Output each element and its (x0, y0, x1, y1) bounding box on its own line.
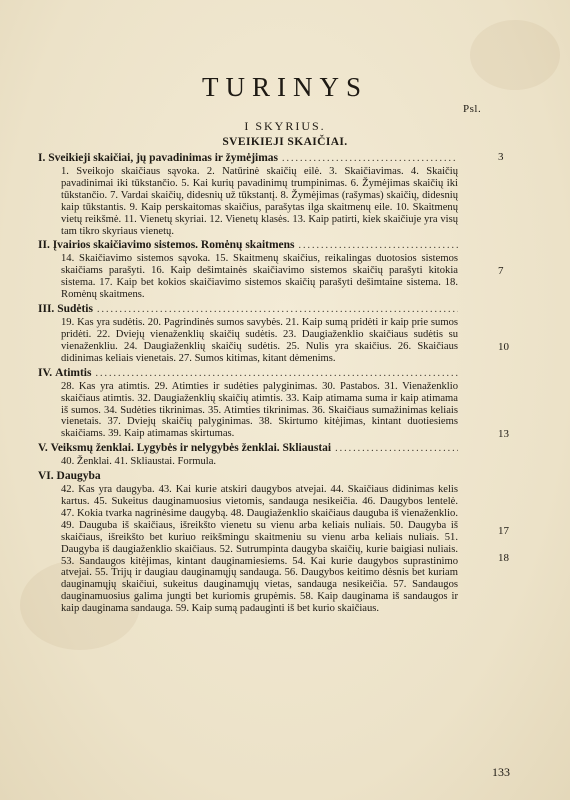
toc-heading[interactable] (38, 469, 458, 484)
section-number: II. (38, 239, 50, 252)
toc-section-1 (38, 151, 458, 237)
section-heading: Atimtis (55, 366, 92, 379)
leader-dots (282, 151, 458, 166)
page-footer-number: 133 (492, 765, 510, 779)
toc-heading[interactable] (38, 302, 458, 317)
section-topics: 40. Ženklai. 41. Skliaustai. Formula. (61, 456, 217, 468)
page-number-4: 13 (498, 428, 509, 440)
page-number-6: 18 (498, 552, 509, 564)
leader-dots (97, 302, 458, 317)
section-heading: Įvairios skaičiavimo sistemos. Romėnų skaitmens (52, 239, 295, 252)
table-of-contents (38, 151, 458, 616)
toc-section-3 (38, 302, 458, 365)
section-heading: Veiksmų ženklai. Lygybės ir nelygybės ženklai. Skliaustai (50, 442, 332, 455)
page-number-3: 10 (498, 341, 509, 353)
toc-heading[interactable] (38, 441, 458, 456)
section-topics: 14. Skaičiavimo sistemos sąvoka. 15. Skaitmenų skaičius, reikalingas duotosios sistemos skaičiams parašyti. 16. Kaip dešimtainės skaičiavimo sistemos skaičių parašyti kitokia sistema. 17. Kaip bet kokios skaičiavimo sistemos skaičių parašyti dešimtaine sistema. 18. Romėnų skaitmens. (61, 253, 458, 301)
section-number: VI. (38, 470, 54, 483)
toc-section-6 (38, 469, 458, 615)
toc-section-2 (38, 238, 458, 301)
section-topics: 42. Kas yra daugyba. 43. Kai kurie atskiri daugybos atvejai. 44. Skaičiaus didinimas kelis kartus. 45. Sukeitus dauginamuosius vietomis, sandauga nesikeičia. 46. Daugybos lentelė. 47. Kokia tvarka nagrinėsime daugybą. 48. Daugiaženklio skaičiaus dauguba iš vienaženklio. 49. Dauguba iš skaičiaus, išreikšto vienetu su vienu arba keliais nuliais. 50. Daugyba iš skaičiaus, išreikšto bet kuriuo reikšmingu skaitmeniu su vienu arba keliais nuliais. 51. Daugyba iš daugiaženklio skaičiaus. 52. Sutrumpinta daugyba skaičių, kurie baigiasi nuliais. 53. Sandaugos kitėjimas, kintant dauginamiesiems. 54. Kai kurie daugybos suprastinimo atvejai. 55. Trijų ir daugiau dauginamųjų sandauga. 56. Daugybos keitimo dėsnis bet kuriam dauginamųjų skaičiui, sukeitus dauginamųjų vietas, sandauga nesikeičia. 57. Sandaugos dauginamuosius galima jungti bet kuriomis grupėmis. 58. Kaip dauginama iš sandaugos ir kaip dauginama sandauga. 59. Kaip sumą padauginti iš bet kurio skaičiaus. (61, 484, 458, 615)
section-heading: Sudėtis (57, 303, 93, 316)
section-number: I. (38, 152, 46, 164)
toc-heading[interactable] (38, 366, 458, 381)
page-number-1: 3 (498, 151, 504, 163)
section-number: IV. (38, 366, 53, 379)
section-topics: 1. Sveikojo skaičiaus sąvoka. 2. Natūrinė skaičių eilė. 3. Skaičiavimas. 4. Skaičių pavadinimai iki tūkstančio. 5. Kai kurių pavadinimų trumpinimas. 6. Žymėjimas skaičių iki tūkstančio. 7. Vardai skaičių, didesnių už tūkstantį. 8. Žymėjimas (rašymas) skaičių, didesnių kaip tūkstantis. 9. Kaip perskaitomas skaičius, parašytas ilga skaitmenų eile. 10. Skaitmenų vietų reikšmė. 11. Vienetų skyriai. 12. Vienetų klasės. 13. Kaip patirti, kiek skaičiuje yra visų tam tikro skyriaus vienetų. (61, 166, 458, 237)
section-number: III. (38, 303, 55, 316)
toc-section-5 (38, 441, 458, 468)
leader-dots (95, 366, 458, 381)
section-heading: Sveikieji skaičiai, jų pavadinimas ir žymėjimas (48, 152, 279, 164)
section-topics: 19. Kas yra sudėtis. 20. Pagrindinės sumos savybės. 21. Kaip sumą pridėti ir kaip prie sumos pridėti. 22. Dviejų vienaženklių skaičių sudėtis. 23. Daugiaženklio skaičiaus sudėtis su vienaženkliu. 24. Daugiaženklių skaičių sudėtis. 25. Nulis yra skaičius. 26. Skaičiaus didinimas keliais vienetais. 27. Sumos kitimas, kitant dėmenims. (61, 317, 458, 364)
section-topics: 28. Kas yra atimtis. 29. Atimties ir sudėties palyginimas. 30. Pastabos. 31. Vienaženklio skaičiaus atimtis. 32. Daugiaženklių skaičių atimtis. 33. Kaip atimama suma ir kaip atimama iš sumos. 34. Sudėties tikrinimas. 35. Atimties tikrinimas. 36. Skaičiaus sumažinimas keliais vienetais. 37. Dviejų skaičių palyginimas. 38. Skirtumo kitėjimas, kintant duotiesiems skaičiams. 39. Kaip atimamas skirtumas. (61, 380, 458, 440)
toc-heading[interactable] (38, 238, 458, 253)
chapter-title: SVEIKIEJI SKAIČIAI. (222, 136, 348, 148)
chapter-label: I SKYRIUS. (244, 119, 326, 133)
leader-dots (299, 238, 458, 253)
section-number: V. (38, 442, 48, 455)
section-heading: Daugyba (56, 470, 101, 483)
page-column-label: Psl. (463, 103, 482, 115)
page-title: TURINYS (201, 72, 368, 102)
toc-heading[interactable] (38, 151, 458, 166)
leader-dots (335, 441, 458, 456)
page-number-2: 7 (498, 265, 504, 277)
page-number-5: 17 (498, 525, 509, 537)
toc-section-4 (38, 366, 458, 441)
